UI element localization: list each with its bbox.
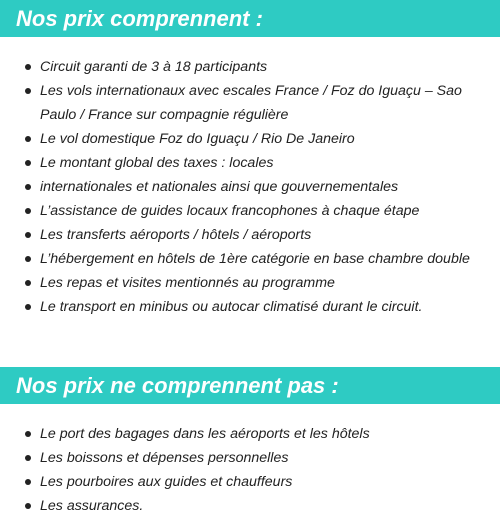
list-item-text: Les assurances. [40, 498, 144, 514]
list-item [0, 55, 500, 79]
bullet-icon [25, 232, 31, 238]
list-item [0, 175, 500, 199]
bullet-icon [25, 184, 31, 190]
list-item [0, 494, 500, 518]
list-item-text: L’assistance de guides locaux francophones à chaque étape [40, 203, 420, 219]
list-item-text: Circuit garanti de 3 à 18 participants [40, 59, 268, 75]
list-item [0, 151, 500, 175]
bullet-icon [25, 64, 31, 70]
list-item-text: L’hébergement en hôtels de 1ère catégorie en base chambre double [40, 251, 470, 267]
bullet-icon [25, 208, 31, 214]
list-item [0, 422, 500, 446]
excluded-section-title: Nos prix ne comprennent pas : [16, 373, 339, 398]
list-item [0, 127, 500, 151]
bullet-icon [25, 455, 31, 461]
list-item [0, 247, 500, 271]
list-item-text: Les transferts aéroports / hôtels / aéroports [40, 227, 312, 243]
list-item-text: Les repas et visites mentionnés au programme [40, 275, 335, 291]
list-item [0, 446, 500, 470]
included-section-header [0, 0, 500, 37]
list-item-text: Les vols internationaux avec escales France / Foz do Iguaçu – Sao Paulo / France sur compagnie régulière [40, 83, 462, 123]
list-item-text: Le montant global des taxes : locales [40, 155, 274, 171]
list-item-text: Le vol domestique Foz do Iguaçu / Rio De Janeiro [40, 131, 355, 147]
list-item [0, 79, 500, 127]
bullet-icon [25, 256, 31, 262]
included-list [0, 55, 500, 319]
list-item-text: Le transport en minibus ou autocar climatisé durant le circuit. [40, 299, 423, 315]
list-item [0, 295, 500, 319]
bullet-icon [25, 88, 31, 94]
included-section-title: Nos prix comprennent : [16, 6, 263, 31]
list-item [0, 199, 500, 223]
list-item-text: Les boissons et dépenses personnelles [40, 450, 289, 466]
bullet-icon [25, 503, 31, 509]
bullet-icon [25, 160, 31, 166]
list-item-text: Les pourboires aux guides et chauffeurs [40, 474, 293, 490]
list-item [0, 223, 500, 247]
list-item-text: Le port des bagages dans les aéroports et les hôtels [40, 426, 370, 442]
bullet-icon [25, 280, 31, 286]
excluded-section-header [0, 367, 500, 404]
list-item [0, 470, 500, 494]
excluded-list [0, 422, 500, 518]
bullet-icon [25, 479, 31, 485]
list-item-text: internationales et nationales ainsi que gouvernementales [40, 179, 399, 195]
list-item [0, 271, 500, 295]
bullet-icon [25, 431, 31, 437]
bullet-icon [25, 136, 31, 142]
bullet-icon [25, 304, 31, 310]
